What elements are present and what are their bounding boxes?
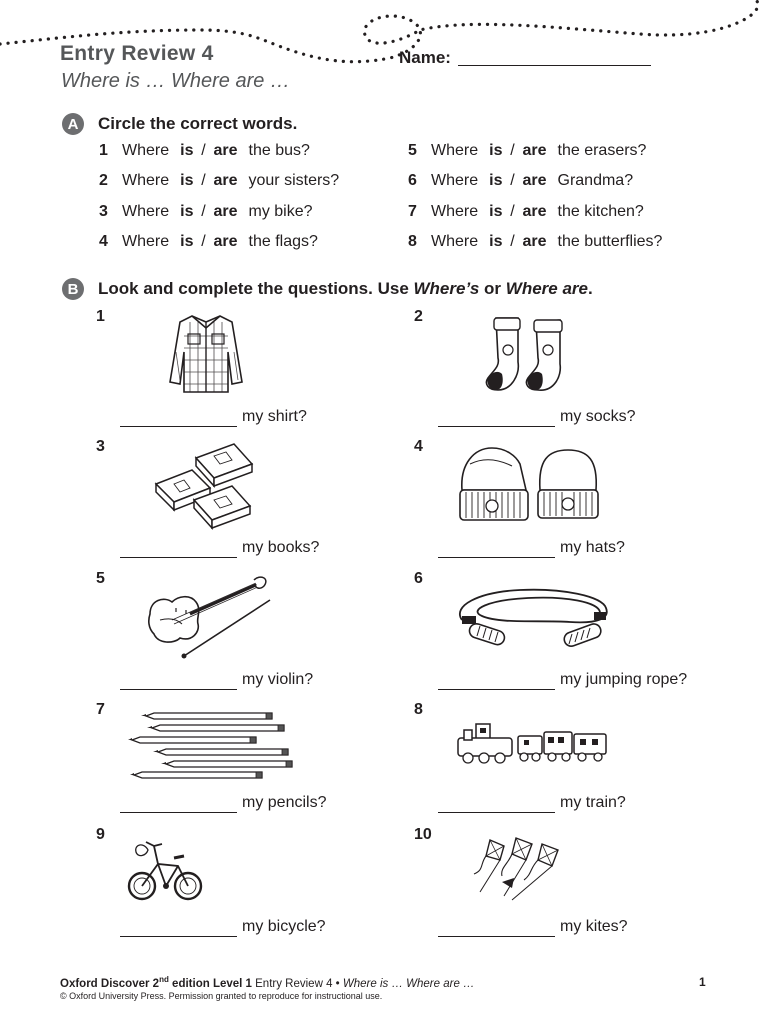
option-are[interactable]: are <box>213 203 238 220</box>
jump-rope-illustration <box>448 586 616 654</box>
answer-blank-line[interactable] <box>120 812 237 813</box>
item-number: 1 <box>99 142 108 159</box>
item-ending: the kitchen? <box>557 203 644 220</box>
section-a-badge: A <box>62 113 84 135</box>
option-separator: / <box>201 172 206 189</box>
section-a-item <box>99 142 310 160</box>
section-a-item <box>99 172 339 190</box>
answer-blank-line[interactable] <box>120 557 237 558</box>
hats-illustration <box>456 444 602 524</box>
option-separator: / <box>201 233 206 250</box>
answer-blank-line[interactable] <box>120 936 237 937</box>
option-are[interactable]: are <box>213 172 238 189</box>
item-word-where: Where <box>122 233 170 250</box>
section-b-item-number: 8 <box>414 701 423 718</box>
footer-text <box>60 975 475 990</box>
section-a-item <box>408 203 644 221</box>
copyright-notice: © Oxford University Press. Permission granted to reproduce for instructional use. <box>60 991 383 1001</box>
answer-blank-line[interactable] <box>438 426 555 427</box>
violin-illustration <box>146 574 274 660</box>
section-a-item <box>408 233 662 251</box>
option-separator: / <box>510 203 515 220</box>
section-b-item-text: my violin? <box>242 671 314 688</box>
answer-blank-line[interactable] <box>438 557 555 558</box>
option-are[interactable]: are <box>213 233 238 250</box>
item-word-where: Where <box>122 172 170 189</box>
section-b-item-number: 10 <box>414 826 432 843</box>
instruction-text: or <box>479 279 506 298</box>
item-ending: the erasers? <box>557 142 647 159</box>
footer-unit-italic: Where is … Where are … <box>342 977 475 990</box>
section-b-item-number: 2 <box>414 308 423 325</box>
option-separator: / <box>510 142 515 159</box>
section-b-item-text: my hats? <box>560 539 625 556</box>
section-b-item-text: my train? <box>560 794 626 811</box>
section-a-item <box>408 142 646 160</box>
option-is[interactable]: is <box>180 233 194 250</box>
option-is[interactable]: is <box>489 172 503 189</box>
section-b-item-text: my kites? <box>560 918 628 935</box>
instruction-option-2: Where are <box>505 279 588 298</box>
item-word-where: Where <box>431 142 479 159</box>
footer-unit: Entry Review 4 • <box>251 977 343 990</box>
item-ending: your sisters? <box>248 172 340 189</box>
option-are[interactable]: are <box>522 203 547 220</box>
instruction-option-1: Where’s <box>413 279 480 298</box>
option-are[interactable]: are <box>522 233 547 250</box>
item-ending: the butterflies? <box>557 233 663 250</box>
item-number: 8 <box>408 233 417 250</box>
option-is[interactable]: is <box>180 203 194 220</box>
answer-blank-line[interactable] <box>438 812 555 813</box>
kites-illustration <box>460 834 570 906</box>
option-are[interactable]: are <box>522 142 547 159</box>
section-b-item-text: my bicycle? <box>242 918 326 935</box>
section-b-item-text: my shirt? <box>242 408 307 425</box>
page-number: 1 <box>699 975 706 989</box>
section-b-item-number: 1 <box>96 308 105 325</box>
section-b-item-number: 4 <box>414 438 423 455</box>
option-is[interactable]: is <box>489 203 503 220</box>
option-separator: / <box>510 233 515 250</box>
section-b-item-number: 3 <box>96 438 105 455</box>
answer-blank-line[interactable] <box>438 689 555 690</box>
item-word-where: Where <box>122 203 170 220</box>
item-number: 2 <box>99 172 108 189</box>
footer-brand: Oxford Discover 2 <box>60 977 160 990</box>
section-b-item-number: 5 <box>96 570 105 587</box>
item-ending: the bus? <box>248 142 310 159</box>
item-word-where: Where <box>122 142 170 159</box>
section-b-item-text: my socks? <box>560 408 636 425</box>
answer-blank-line[interactable] <box>438 936 555 937</box>
footer-edition: edition Level 1 <box>168 977 252 990</box>
item-ending: my bike? <box>248 203 313 220</box>
item-number: 3 <box>99 203 108 220</box>
section-a-item <box>99 203 313 221</box>
decorative-dotted-line <box>0 0 768 80</box>
pencils-illustration <box>128 710 296 782</box>
item-ending: the flags? <box>248 233 318 250</box>
section-b-item-text: my books? <box>242 539 320 556</box>
option-is[interactable]: is <box>489 142 503 159</box>
item-number: 5 <box>408 142 417 159</box>
item-number: 6 <box>408 172 417 189</box>
section-a-item <box>99 233 318 251</box>
section-b-badge: B <box>62 278 84 300</box>
section-a-item <box>408 172 633 190</box>
section-a-instruction: Circle the correct words. <box>98 114 298 133</box>
page-title: Entry Review 4 <box>60 42 214 65</box>
name-field-line[interactable] <box>458 65 651 66</box>
item-number: 7 <box>408 203 417 220</box>
page-subtitle: Where is … Where are … <box>61 70 290 92</box>
option-separator: / <box>201 142 206 159</box>
section-b-item-number: 9 <box>96 826 105 843</box>
instruction-text: Look and complete the questions. Use <box>98 279 414 298</box>
section-b-item-number: 6 <box>414 570 423 587</box>
answer-blank-line[interactable] <box>120 689 237 690</box>
books-illustration <box>152 440 256 530</box>
section-b-item-number: 7 <box>96 701 105 718</box>
item-number: 4 <box>99 233 108 250</box>
option-is[interactable]: is <box>180 142 194 159</box>
section-b-instruction <box>98 279 593 299</box>
option-is[interactable]: is <box>180 172 194 189</box>
item-word-where: Where <box>431 233 479 250</box>
section-b-item-text: my pencils? <box>242 794 327 811</box>
bicycle-illustration <box>126 836 206 902</box>
item-word-where: Where <box>431 172 479 189</box>
name-label: Name: <box>399 48 451 67</box>
section-b-item-text: my jumping rope? <box>560 671 688 688</box>
answer-blank-line[interactable] <box>120 426 237 427</box>
item-ending: Grandma? <box>557 172 634 189</box>
option-separator: / <box>201 203 206 220</box>
option-separator: / <box>510 172 515 189</box>
socks-illustration <box>484 314 574 394</box>
shirt-illustration <box>166 312 246 394</box>
footer-superscript: nd <box>159 975 169 984</box>
option-are[interactable]: are <box>213 142 238 159</box>
item-word-where: Where <box>431 203 479 220</box>
train-illustration <box>454 720 610 768</box>
instruction-text: . <box>587 279 593 298</box>
option-are[interactable]: are <box>522 172 547 189</box>
option-is[interactable]: is <box>489 233 503 250</box>
